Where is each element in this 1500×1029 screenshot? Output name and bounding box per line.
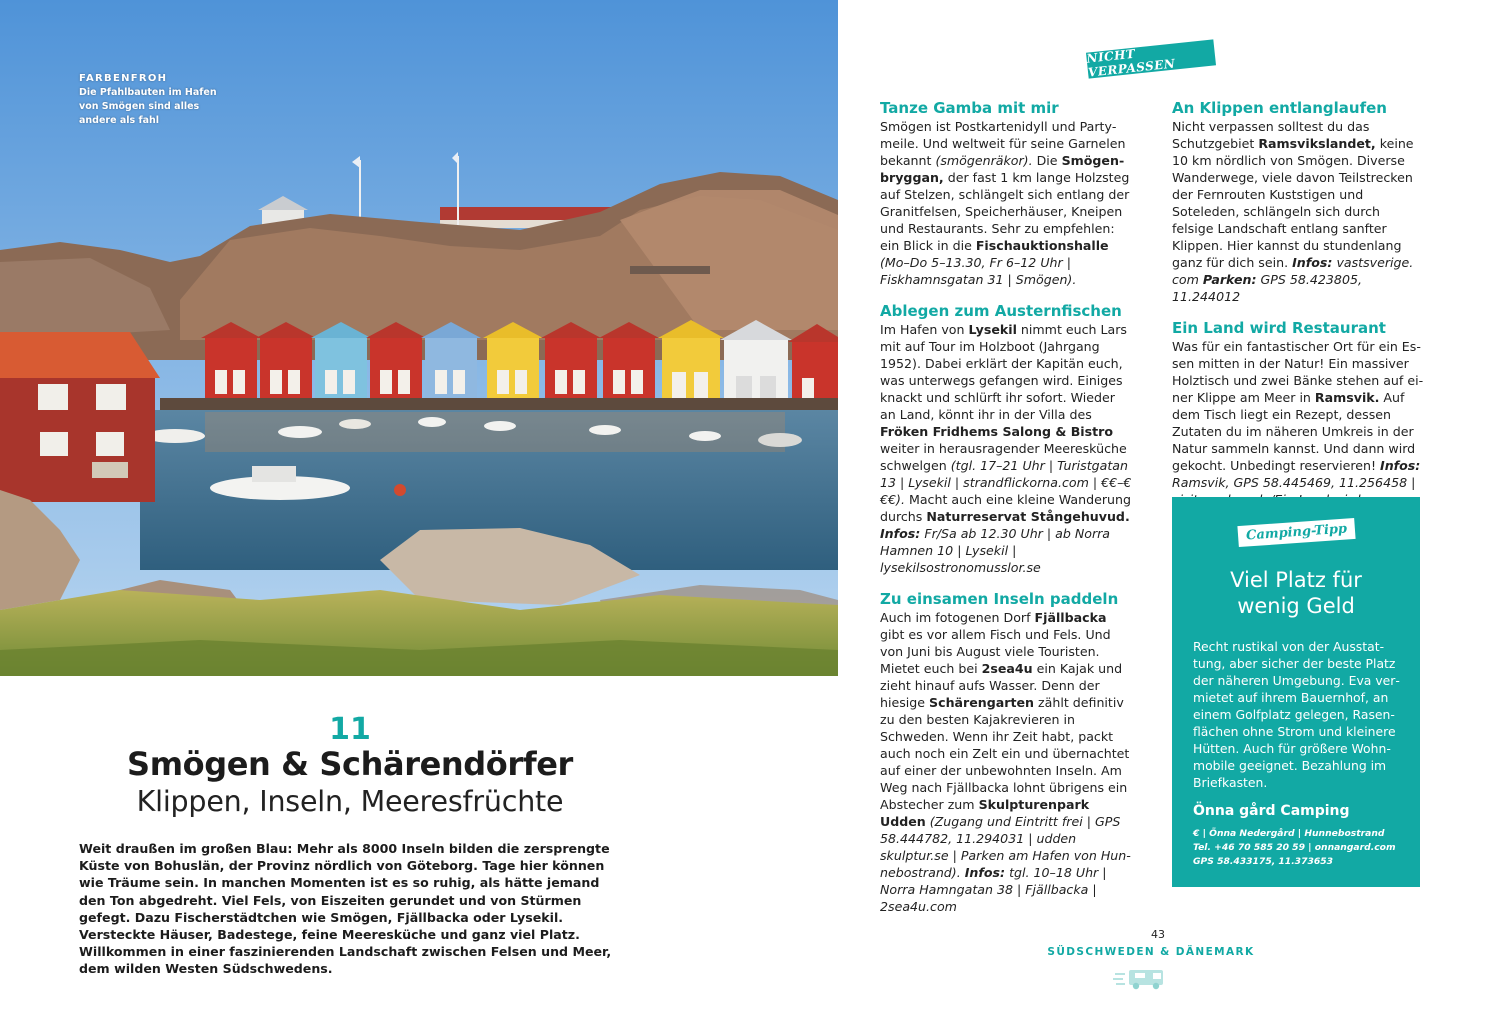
middle-column (880, 98, 1132, 928)
chapter-intro: Weit draußen im großen Blau: Mehr als 8000 Inseln bilden die zersprengte Küste von Bohuslän, der Provinz nördlich von Göteborg. Tage hier können wie Träume sein. In manchen Momenten ist es so ruhig, als hätte jemand den Ton abgedreht. Viel Fels, von Eiszeiten gerundet und von Stürmen gefegt. Dazu Fischerstädtchen wie Smögen, Fjällbacka oder Lysekil. Versteckte Häuser, Badestege, feine Meeresküche und ganz viel Platz. Willkommen in einer faszinierenden Landschaft zwischen Felsen und Meer, dem wilden Westen Südschwedens. (79, 841, 612, 977)
photo-caption-title: FARBENFROH (79, 73, 168, 84)
camper-van-icon (1113, 967, 1169, 991)
section-paddeln-title: Zu einsamen Inseln paddeln (880, 590, 1119, 608)
photo-caption (79, 72, 239, 128)
section-klippen-text: Nicht verpassen solltest du das Schutzgebiet Ramsvikslandet, keine 10 km nördlich von Smögen. Diverse Wanderwege, viele davon Teilstrecken der Fernrouten Kuststigen und Soteleden, schlängeln sich durch felsige Landschaft entlang sanfter Klippen. Hier kannst du stundenlang ganz für dich sein. Infos: vastsverige. com Parken: GPS 58.423805, 11.244012 (1172, 119, 1414, 304)
photo-caption-text: Die Pfahlbauten im Hafen von Smögen sind alles andere als fahl (79, 87, 217, 126)
section-restaurant (1172, 318, 1424, 525)
camping-tip-tag: Camping-Tipp (1237, 518, 1355, 547)
section-auster (880, 301, 1132, 576)
section-auster-title: Ablegen zum Austernfischen (880, 302, 1122, 320)
chapter-number: 11 (329, 712, 371, 747)
camping-info (1193, 827, 1408, 869)
section-gamba (880, 98, 1132, 288)
section-paddeln (880, 589, 1132, 915)
section-gamba-title: Tanze Gamba mit mir (880, 99, 1059, 117)
camping-text: Recht rustikal von der Ausstattung, aber sicher der beste Platz der näheren Umgebung. Eva vermietet auf ihrem Bauernhof, an einem Golfplatz gelegen, Rasenflächen ohne Strom und kleinere Hütten. Auch für größere Wohnmobile geeignet. Bezahlung im Briefkasten. (1193, 639, 1400, 790)
chapter-title: Smögen & Schärendörfer (127, 745, 573, 783)
section-restaurant-title: Ein Land wird Restaurant (1172, 319, 1386, 337)
camping-title-line1: Viel Platz für (1230, 568, 1362, 592)
camping-title-line2: wenig Geld (1237, 594, 1355, 618)
camping-tip-box (1172, 497, 1420, 887)
section-gamba-text: Smögen ist Postkartenidyll und Partymeile. Und weltweit für seine Garnelen bekannt (smögenräkor). Die Smögenbryggan, der fast 1 km lange Holzsteg auf Stelzen, schlängelt sich entlang der Granitfelsen, Speicherhäuser, Kneipen und Restaurants. Sehr zu empfehlen: ein Blick in die Fischauktionshalle (Mo–Do 5–13.30, Fr 6–12 Uhr | Fiskhamnsgatan 31 | Smögen). (880, 119, 1130, 287)
camping-info-line3: GPS 58.433175, 11.373653 (1193, 856, 1334, 867)
nicht-verpassen-stamp: NICHT VERPASSEN (1086, 39, 1216, 78)
section-klippen-title: An Klippen entlanglaufen (1172, 99, 1387, 117)
red-house (0, 332, 160, 502)
camping-title (1172, 567, 1420, 619)
footer-region: SÜDSCHWEDEN & DÄNEMARK (1047, 946, 1255, 958)
right-column (1172, 98, 1424, 538)
page-number: 43 (1151, 928, 1165, 941)
section-restaurant-text: Was für ein fantastischer Ort für ein Essen mitten in der Natur! Ein massiver Holztisch und zwei Bänke stehen auf einer Klippe am Meer in Ramsvik. Auf dem Tisch liegt ein Rezept, dessen Zutaten du im näheren Umkreis in der Natur sammeln kannst. Und dann wird gekocht. Unbedingt reservieren! Infos: Ramsvik, GPS 58.445469, 11.256458 | (1172, 339, 1424, 490)
camping-name: Önna gård Camping (1193, 803, 1350, 819)
chapter-subtitle: Klippen, Inseln, Meeresfrüchte (136, 785, 564, 818)
section-paddeln-text: Auch im fotogenen Dorf Fjällbacka gibt es vor allem Fisch und Fels. Und von Juni bis August viele Touristen. Mietet euch bei 2sea4u ein Kajak und zieht hinauf aufs Wasser. Denn der hiesige Schärengarten zählt definitiv zu den besten Kajakrevieren in Schweden. Wenn ihr Zeit habt, packt auch noch ein Zelt ein und übernachtet auf einer der unbewohnten Inseln. Am Weg nach Fjällbacka lohnt übrigens ein Abstecher zum Skulpturenpark Udden (Zugang und Eintritt frei | GPS 58.444782, 11.294031 | udden skulptur.se | Parken am Hafen von Hunnebostrand). Infos: tgl. 10–18 Uhr | Norra Hamngatan 38 | Fjällbacka | 2sea4u.com (880, 610, 1131, 914)
section-klippen (1172, 98, 1424, 305)
harbour-photo (0, 0, 838, 676)
camping-info-line1: € | Önna Nedergård | Hunnebostrand (1193, 828, 1385, 839)
camping-info-line2: Tel. +46 70 585 20 59 | onnangard.com (1193, 842, 1396, 853)
section-auster-text: Im Hafen von Lysekil nimmt euch Lars mit auf Tour im Holzboot (Jahrgang 1952). Dabei erklärt der Kapitän euch, was unterwegs gefangen wird. Einiges knackt und schlürft ihr sofort. Wieder an Land, könnt ihr in der Villa des Fröken Fridhems Salong & Bistro weiter in herausragender Meeresküche schwelgen (tgl. 17–21 Uhr | Turistgatan 13 | Lysekil | strandflickorna.com | €€–€€€). Macht auch eine kleine Wanderung durchs Naturreservat Stångehuvud. Infos: Fr/Sa ab 12.30 Uhr | ab Norra Hamnen 10 | Lysekil | lysekilsostronomusslor.se (880, 322, 1132, 575)
